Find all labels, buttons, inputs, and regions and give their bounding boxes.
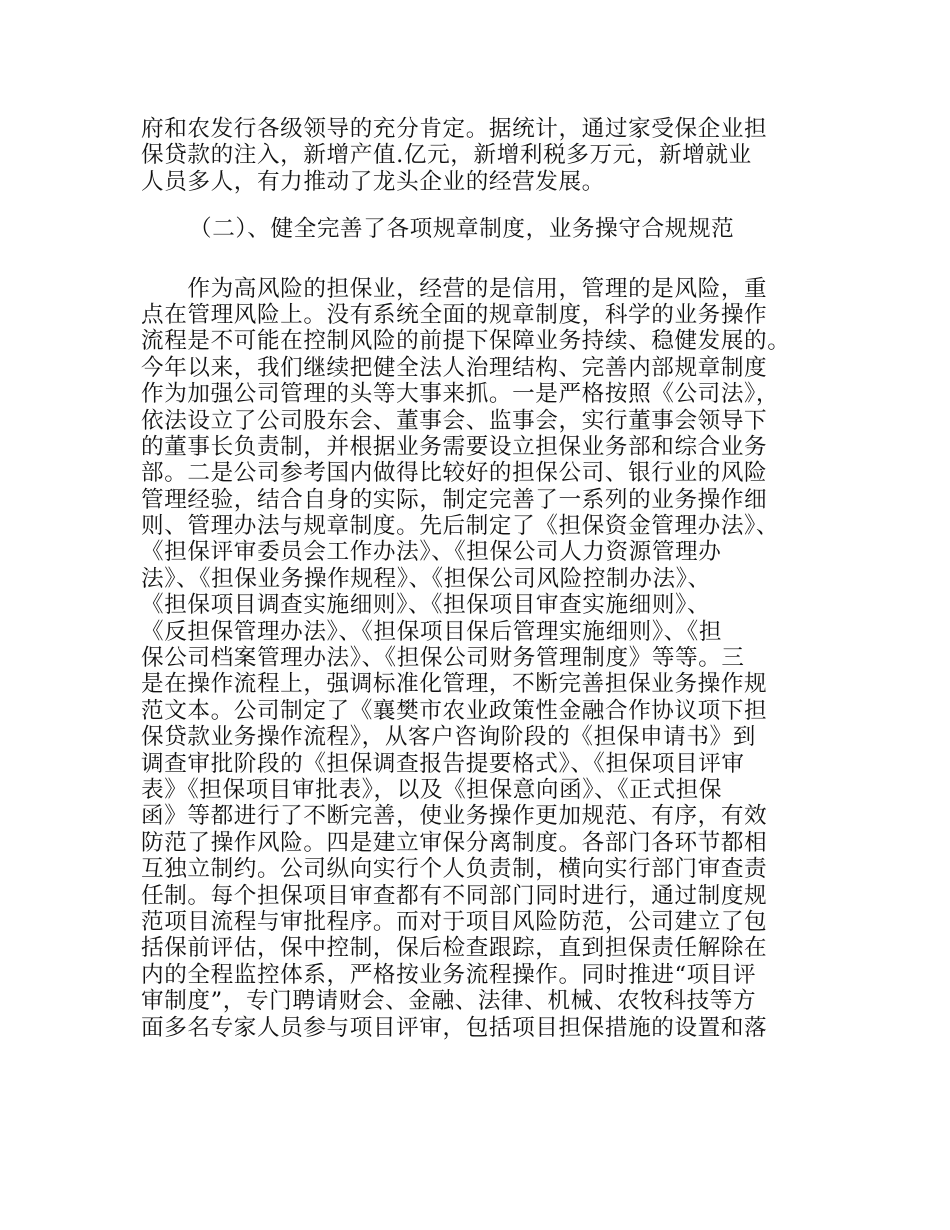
text-line: 《担保项目调查实施细则》、《担保项目审查实施细则》、 <box>141 592 711 619</box>
text-line: 调查审批阶段的《担保调查报告提要格式》、《担保项目评审 <box>141 750 745 777</box>
text-line: 管理经验，结合自身的实际，制定完善了一系列的业务操作细 <box>141 486 768 513</box>
text-line: 《担保评审委员会工作办法》、《担保公司人力资源管理办 <box>141 539 722 566</box>
text-line: 互独立制约。公司纵向实行个人负责制，横向实行部门审查责 <box>141 856 768 883</box>
text-line: 依法设立了公司股东会、董事会、监事会，实行董事会领导下 <box>141 407 768 434</box>
text-line: 作为加强公司管理的头等大事来抓。一是严格按照《公司法》， <box>141 381 780 408</box>
text-line: 点在管理风险上。没有系统全面的规章制度，科学的业务操作 <box>141 301 768 328</box>
text-line: 今年以来，我们继续把健全法人治理结构、完善内部规章制度 <box>141 354 768 381</box>
text-line: 任制。每个担保项目审查都有不同部门同时进行，通过制度规 <box>141 882 768 909</box>
text-line: 《反担保管理办法》、《担保项目保后管理实施细则》、《担 <box>141 618 723 645</box>
text-line: 的董事长负责制，并根据业务需要设立担保业务部和综合业务 <box>141 433 768 460</box>
text-line: 范文本。公司制定了《襄樊市农业政策性金融合作协议项下担 <box>141 697 768 724</box>
text-line: 保贷款的注入，新增产值.亿元，新增利税多万元，新增就业 <box>141 142 752 169</box>
paragraph-2 <box>141 276 821 1041</box>
text-line: 部。二是公司参考国内做得比较好的担保公司、银行业的风险 <box>141 460 768 487</box>
text-line: 内的全程监控体系，严格按业务流程操作。同时推进“项目评 <box>141 961 757 988</box>
text-line: 作为高风险的担保业，经营的是信用，管理的是风险，重 <box>141 275 768 302</box>
text-line: 防范了操作风险。四是建立审保分离制度。各部门各环节都相 <box>141 829 768 856</box>
text-line: 法》、《担保业务操作规程》、《担保公司风险控制办法》、 <box>141 565 711 592</box>
text-line: 表》《担保项目审批表》，以及《担保意向函》、《正式担保 <box>141 777 723 803</box>
paragraph-1 <box>141 116 821 195</box>
section-heading: （二）、健全完善了各项规章制度，业务操守合规规范 <box>189 216 735 243</box>
text-line: 函》等都进行了不断完善，使业务操作更加规范、有序，有效 <box>141 803 768 830</box>
text-line: 面多名专家人员参与项目评审，包括项目担保措施的设置和落 <box>141 1014 768 1041</box>
text-line: 流程是不可能在控制风险的前提下保障业务持续、稳健发展的。 <box>141 328 791 355</box>
document-page <box>141 116 821 1041</box>
text-line: 范项目流程与审批程序。而对于项目风险防范，公司建立了包 <box>141 908 768 935</box>
text-line: 府和农发行各级领导的充分肯定。据统计，通过家受保企业担 <box>141 116 768 142</box>
text-line: 保公司档案管理办法》、《担保公司财务管理制度》等等。三 <box>141 645 745 672</box>
text-line: 人员多人，有力推动了龙头企业的经营发展。 <box>141 168 605 195</box>
text-line: 审制度”，专门聘请财会、金融、法律、机械、农牧科技等方 <box>141 988 757 1015</box>
text-line: 是在操作流程上，强调标准化管理，不断完善担保业务操作规 <box>141 671 768 698</box>
text-line: 括保前评估，保中控制，保后检查跟踪，直到担保责任解除在 <box>141 935 768 962</box>
text-line: 则、管理办法与规章制度。先后制定了《担保资金管理办法》、 <box>141 513 780 540</box>
text-line: 保贷款业务操作流程》，从客户咨询阶段的《担保申请书》到 <box>141 724 756 751</box>
